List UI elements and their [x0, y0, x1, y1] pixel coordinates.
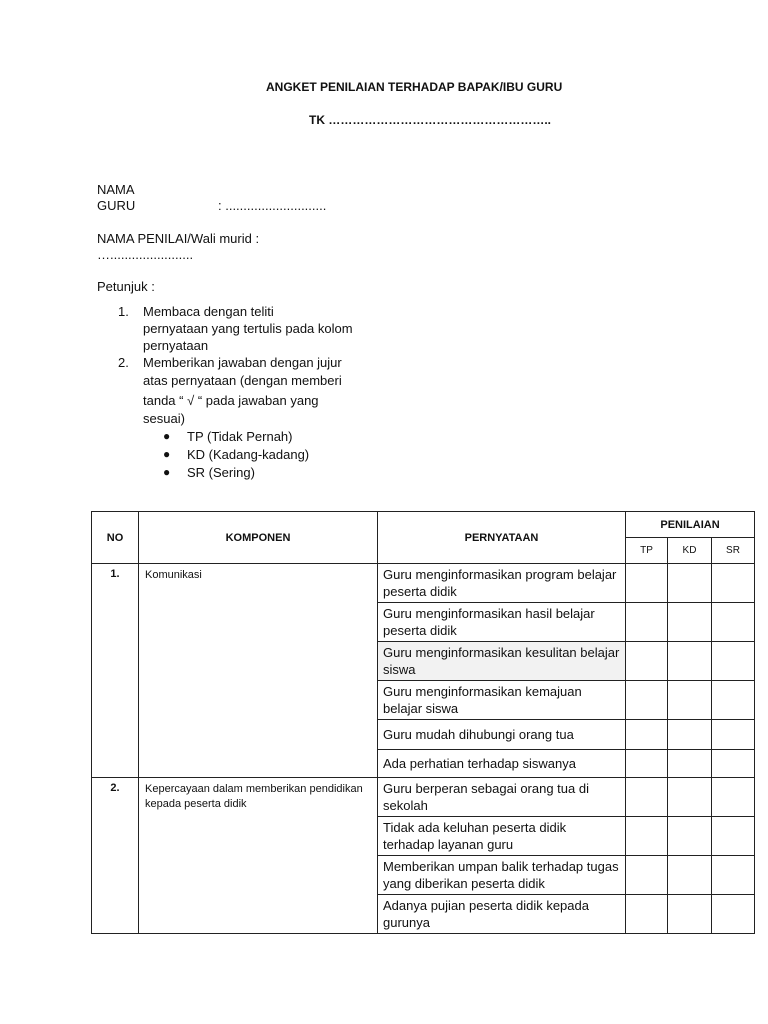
petunjuk-item-2-line: sesuai) [143, 411, 185, 426]
tp-checkbox[interactable] [626, 603, 668, 642]
petunjuk-item-1-line: pernyataan [143, 338, 209, 353]
sr-checkbox[interactable] [712, 750, 755, 778]
nama-guru-label-line2: GURU [97, 198, 136, 213]
header-tp: TP [626, 538, 668, 564]
petunjuk-item-1-line: pernyataan yang tertulis pada kolom [143, 321, 353, 336]
kd-checkbox[interactable] [668, 778, 712, 817]
tp-checkbox[interactable] [626, 817, 668, 856]
header-sr: SR [712, 538, 755, 564]
sr-checkbox[interactable] [712, 856, 755, 895]
komponen-cell: Komunikasi [139, 564, 378, 778]
pernyataan-cell: Guru menginformasikan kemajuan belajar siswa [378, 681, 626, 720]
komponen-cell: Kepercayaan dalam memberikan pendidikan kepada peserta didik [139, 778, 378, 934]
sr-checkbox[interactable] [712, 895, 755, 934]
bullet-item-tp: TP (Tidak Pernah) [187, 429, 293, 444]
bullet-icon: ● [163, 429, 171, 443]
pernyataan-cell: Memberikan umpan balik terhadap tugas yang diberikan peserta didik [378, 856, 626, 895]
header-kd: KD [668, 538, 712, 564]
pernyataan-cell: Tidak ada keluhan peserta didik terhadap layanan guru [378, 817, 626, 856]
bullet-icon: ● [163, 465, 171, 479]
pernyataan-cell: Guru menginformasikan kesulitan belajar siswa [378, 642, 626, 681]
petunjuk-item-1-number: 1. [118, 304, 129, 319]
sr-checkbox[interactable] [712, 778, 755, 817]
header-no: NO [92, 512, 139, 564]
kd-checkbox[interactable] [668, 750, 712, 778]
tp-checkbox[interactable] [626, 750, 668, 778]
pernyataan-cell: Ada perhatian terhadap siswanya [378, 750, 626, 778]
kd-checkbox[interactable] [668, 720, 712, 750]
sr-checkbox[interactable] [712, 564, 755, 603]
petunjuk-label: Petunjuk : [97, 279, 155, 294]
header-pernyataan: PERNYATAAN [378, 512, 626, 564]
bullet-icon: ● [163, 447, 171, 461]
sr-checkbox[interactable] [712, 642, 755, 681]
petunjuk-item-2-line: atas pernyataan (dengan memberi [143, 373, 342, 388]
sr-checkbox[interactable] [712, 720, 755, 750]
table-row [92, 778, 755, 817]
kd-checkbox[interactable] [668, 681, 712, 720]
kd-checkbox[interactable] [668, 564, 712, 603]
page-title: ANGKET PENILAIAN TERHADAP BAPAK/IBU GURU [266, 80, 563, 94]
pernyataan-cell: Adanya pujian peserta didik kepada gurunya [378, 895, 626, 934]
table-row [92, 564, 755, 603]
tp-checkbox[interactable] [626, 681, 668, 720]
tp-checkbox[interactable] [626, 564, 668, 603]
petunjuk-item-2-line: tanda “ √ “ pada jawaban yang [143, 393, 319, 408]
row-number: 2. [92, 778, 139, 934]
bullet-item-kd: KD (Kadang-kadang) [187, 447, 310, 462]
pernyataan-cell: Guru berperan sebagai orang tua di sekolah [378, 778, 626, 817]
tp-checkbox[interactable] [626, 778, 668, 817]
pernyataan-cell: Guru mudah dihubungi orang tua [378, 720, 626, 750]
sr-checkbox[interactable] [712, 603, 755, 642]
nama-penilai-label: NAMA PENILAI/Wali murid : [97, 231, 260, 246]
header-komponen: KOMPONEN [139, 512, 378, 564]
tp-checkbox[interactable] [626, 720, 668, 750]
tp-checkbox[interactable] [626, 856, 668, 895]
nama-penilai-field[interactable]: …....................... [97, 247, 194, 262]
sr-checkbox[interactable] [712, 817, 755, 856]
kd-checkbox[interactable] [668, 642, 712, 681]
kd-checkbox[interactable] [668, 895, 712, 934]
petunjuk-item-2-number: 2. [118, 355, 129, 370]
header-penilaian: PENILAIAN [626, 512, 755, 538]
bullet-item-sr: SR (Sering) [187, 465, 255, 480]
kd-checkbox[interactable] [668, 817, 712, 856]
pernyataan-cell: Guru menginformasikan hasil belajar peserta didik [378, 603, 626, 642]
row-number: 1. [92, 564, 139, 778]
nama-guru-field[interactable]: : ............................ [218, 198, 327, 213]
tp-checkbox[interactable] [626, 895, 668, 934]
assessment-table [91, 511, 755, 934]
petunjuk-item-1-line: Membaca dengan teliti [143, 304, 274, 319]
kd-checkbox[interactable] [668, 603, 712, 642]
pernyataan-cell: Guru menginformasikan program belajar peserta didik [378, 564, 626, 603]
petunjuk-item-2-line: Memberikan jawaban dengan jujur [143, 355, 342, 370]
page-subtitle: TK ……………………………………………….. [309, 113, 551, 127]
nama-guru-label-line1: NAMA [97, 182, 135, 197]
kd-checkbox[interactable] [668, 856, 712, 895]
sr-checkbox[interactable] [712, 681, 755, 720]
tp-checkbox[interactable] [626, 642, 668, 681]
